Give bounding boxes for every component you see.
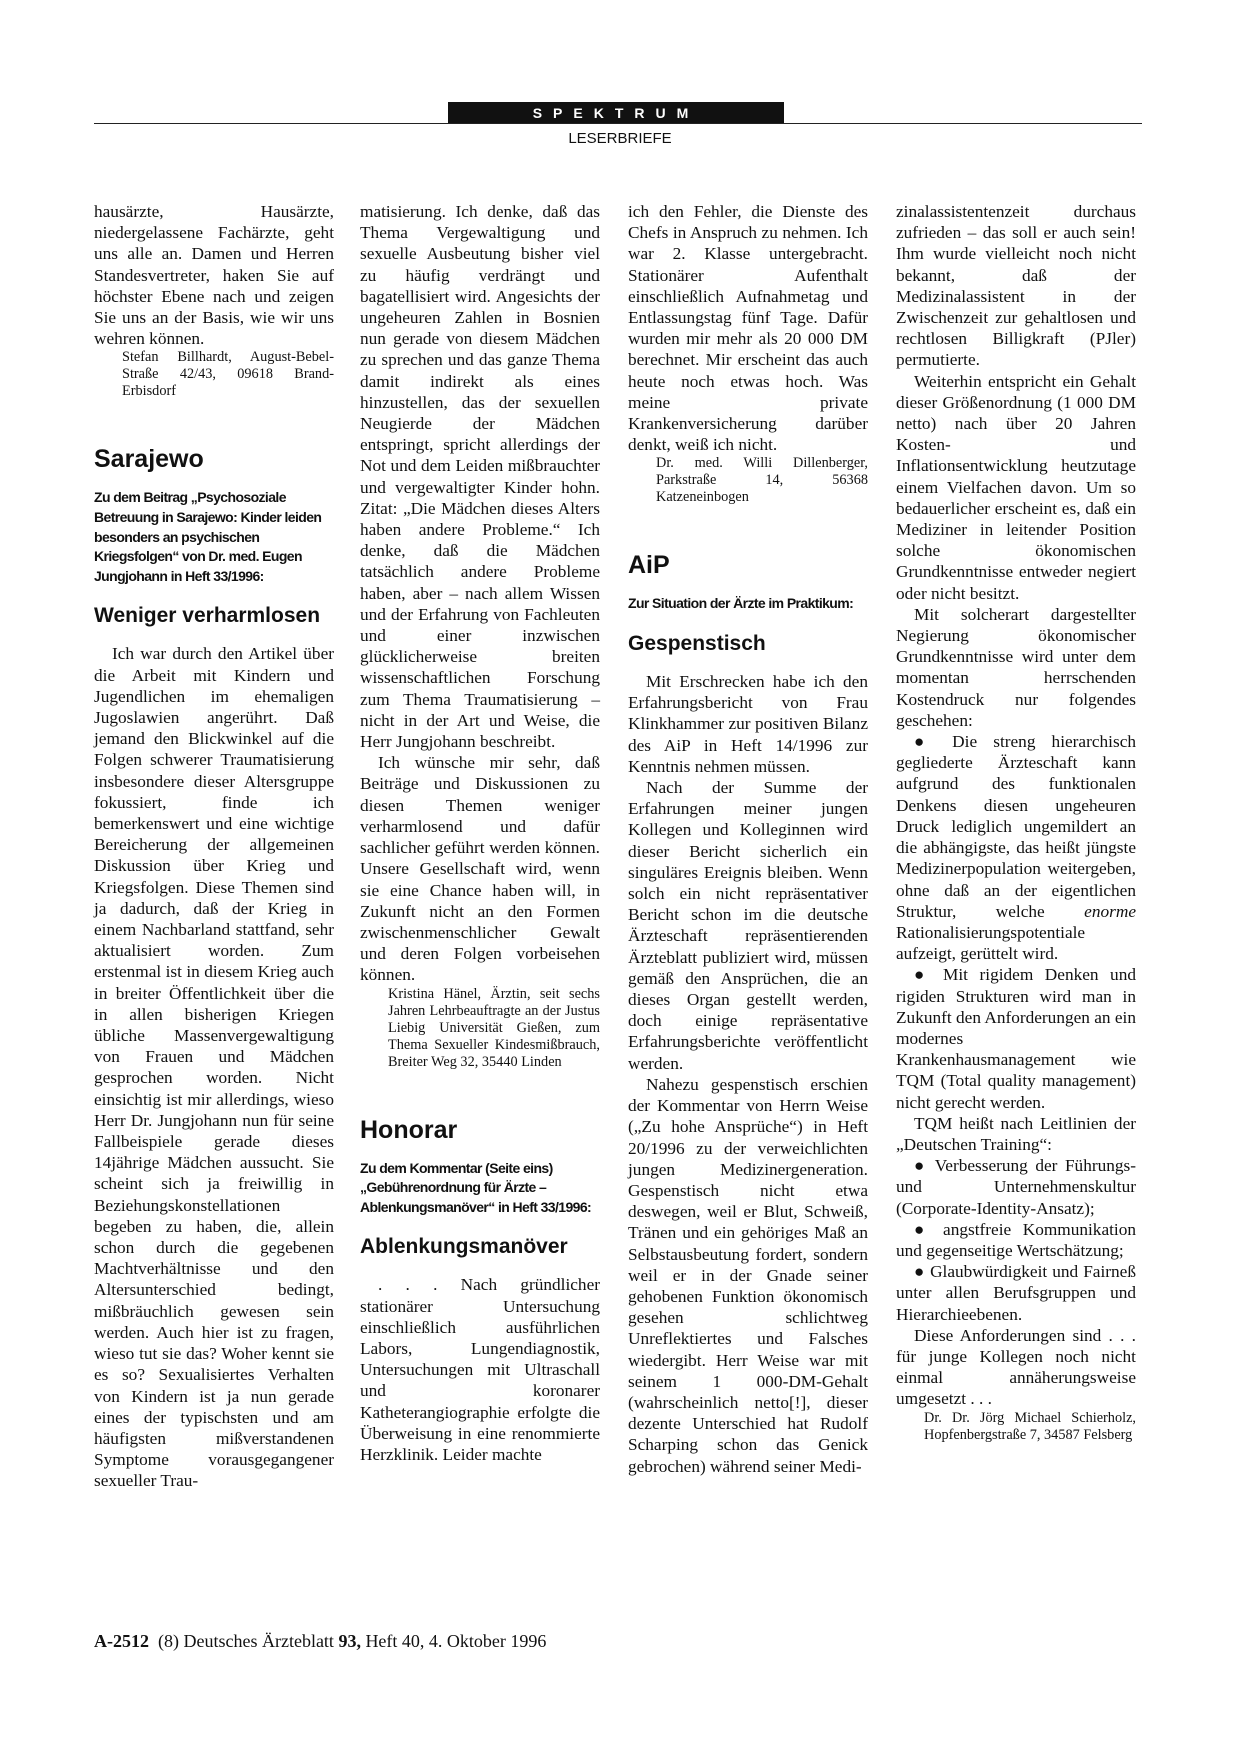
letter-text: matisierung. Ich denke, daß das Thema Vergewaltigung und sexuelle Ausbeutung bisher viel zu häufig verdrängt und bagatellisiert wird. Angesichts der ungeheuren Zahlen in Bosnien nun gerade von diesem Mädchen zu sprechen und das ganze Thema damit indirekt als eines hinzustellen, das der sexuellen Neugierde der Mädchen entspringt, spricht allerdings der Not und dem Leiden mißbrauchter und vergewaltigter Kinder hohn. Zitat: „Die Mädchen dieses Alters haben andere Probleme.“ Ich denke, daß die Mädchen tatsächlich andere Probleme haben, aber – nach allem Wissen und der Erfahrung von Fachleuten und einer inzwischen glücklicherweise breiten wissenschaftlichen Forschung zum Thema Traumatisierung – nicht in der Art und Weise, die Herr Jungjohann beschreibt. [360,202,600,752]
letter-text: Nach der Summe der Erfahrungen meiner jungen Kollegen und Kolleginnen wird dieser Bericht sicherlich ein singuläres Ereignis bleiben. Wenn solch ein nicht repräsentativer Bericht schon im die deutsche Ärzteschaft repräsentierenden Ärzteblatt publiziert wird, müssen gemäß den Ansprüchen, die an dieses Organ gestellt werden, doch einige repräsentative Erfahrungsberichte veröffentlicht werden. [628,778,868,1073]
rubric-heading: Honorar [360,1115,458,1144]
letter-text: Ich wünsche mir sehr, daß Beiträge und Diskussionen zu diesen Themen weniger verharmlosend und dafür sachlicher geführt werden können. Unsere Gesellschaft wird, wenn sie eine Chance haben will, in Zukunft nicht an den Formen zwischenmenschlicher Gewalt und deren Folgen vorbeisehen können. [360,753,600,985]
black-circle-bullet-icon: ● [914,1156,928,1176]
letter-text: Nahezu gespenstisch erschien der Kommentar von Herrn Weise („Zu hohe Ansprüche“) in Heft 20/1996 zu der verweichlichten jungen Medizinergeneration. Gespenstisch nicht etwa deswegen, weil er Blut, Schweiß, Tränen und ein gehöriges Maß an Selbstausbeutung fordert, sondern weil er in der Gnade seiner gehobenen Funktion ökonomisch gesehen schlichtweg Unreflektiertes und Falsches wiedergibt. Herr Weise war mit seinem 1 000-DM-Gehalt (wahrscheinlich netto[!], dieser dezente Unterschied hat Rudolf Scharping schon das Genick gebrochen) während seiner Medi- [628,1074,868,1476]
letter-intro: Zu dem Beitrag „Psychosoziale Betreuung in Sarajewo: Kinder leiden besonders an psychischen Kriegsfolgen“ von Dr. med. Eugen Jungjohann in Heft 33/1996: [94,489,322,584]
section-masthead: SPEKTRUM [448,102,784,124]
letter-headline: Weniger verharmlosen [94,604,321,628]
page-number: A-2512 [94,1631,149,1651]
column-2 [360,201,600,1465]
letter-signature: Dr. Dr. Jörg Michael Schierholz, Hopfenbergstraße 7, 34587 Felsberg [924,1409,1136,1443]
rubric-heading: Sarajewo [94,445,204,474]
letter-text: Weiterhin entspricht ein Gehalt dieser Größenordnung (1 000 DM netto) nach über 20 Jahren Kosten- und Inflationsentwicklung heutzutage einem Vielfachen davon. Um so bedauerlicher erscheint es, daß ein Mediziner in leitender Position solche ökonomischen Grundkenntnisse entweder negiert oder nicht besitzt. [896,371,1136,603]
journal-name: (8) Deutsches Ärzteblatt [158,1631,339,1651]
letter-text: zinalassistentenzeit durchaus zufrieden – das soll er auch sein! Ihm wurde vielleicht noch nicht bekannt, daß der Medizinalassistent in der Zwischenzeit zur gehaltlosen und rechtlosen Billigkraft (PJler) permutierte. [896,202,1136,370]
letter-headline: Ablenkungsmanöver [360,1235,568,1259]
column-3 [628,201,868,1477]
black-circle-bullet-icon: ● [914,965,932,985]
column-4 [896,201,1136,1444]
volume-number: 93, [338,1631,361,1651]
letter-intro: Zur Situation der Ärzte im Praktikum: [628,595,854,612]
black-circle-bullet-icon: ● [914,732,937,752]
letter-text: ich den Fehler, die Dienste des Chefs in Anspruch zu nehmen. Ich war 2. Klasse untergebracht. Stationärer Aufenthalt einschließlich Aufnahmetag und Entlassungstag fünf Tage. Dafür wurden mir mehr als 20 000 DM berechnet. Mir erscheint das auch heute noch etwas hoch. Was meine private Krankenversicherung darüber denkt, weiß ich nicht. [628,202,868,455]
header-rule [94,123,1142,124]
letter-text: . . . Nach gründlicher stationärer Untersuchung einschließlich ausführlichen Labors, Lungendiagnostik, Untersuchungen mit Ultraschall und koronarer Katheterangiographie erfolgte die Überweisung in eine renommierte Herzklinik. Leider machte [360,1275,600,1464]
section-subtitle: LESERBRIEFE [568,130,672,147]
letter-text: hausärzte, Hausärzte, niedergelassene Fachärzte, geht uns alle an. Damen und Herren Standesvertreter, haken Sie auf höchster Ebene nach und zeigen Sie uns an der Basis, wie wir uns wehren können. [94,202,334,349]
rubric-heading: AiP [628,551,670,580]
letter-signature: Dr. med. Willi Dillenberger, Parkstraße 14, 56368 Katzeneinbogen [656,455,868,506]
page-footer [94,1630,546,1652]
letter-text: Ich war durch den Artikel über die Arbeit mit Kindern und Jugendlichen im ehemaligen Jugoslawien angerührt. Daß jemand den Blickwinkel auf die Folgen schwerer Traumatisierung insbesondere dieser Altersgruppe fokussiert, finde ich bemerkenswert und eine wichtige Bereicherung der allgemeinen Diskussion über Krieg und Kriegsfolgen. Diese Themen sind ja dadurch, daß der Krieg in einem Nachbarland stattfand, sehr aktualisiert worden. Zum erstenmal ist in diesem Krieg auch in breiter Öffentlichkeit über die in allen bisherigen Kriegen übliche Massenvergewaltigung von Frauen und Mädchen gesprochen worden. Nicht einsichtig ist mir allerdings, wieso Herr Dr. Jungjohann nun für seine Fallbeispiele gerade dieses 14jährige Mädchen aussucht. Sie scheint sich ja freiwillig in Beziehungskonstellationen begeben zu haben, die, allein schon durch die gegebenen Machtverhältnisse und den Altersunterschied bedingt, mißbräuchlich gewesen sein werden. Auch hier ist zu fragen, wieso tut sie das? Woher kennt sie es so? Sexualisiertes Verhalten von Kindern ist ja nun gerade eines der typischsten und am häufigsten mißverstandenen Symptome vorausgegangener sexueller Trau- [94,644,334,1491]
black-circle-bullet-icon: ● [914,1219,932,1239]
bullet-item: ● Verbesserung der Führungs- und Unternehmenskultur (Corporate-Identity-Ansatz); [896,1156,1136,1218]
bullet-item: ● Glaubwürdigkeit und Fairneß unter allen Berufsgruppen und Hierarchieebenen. [896,1262,1136,1324]
letter-text: Diese Anforderungen sind . . . für junge Kollegen noch nicht einmal annäherungsweise umgesetzt . . . [896,1325,1136,1409]
bullet-item: ● Mit rigidem Denken und rigiden Strukturen wird man in Zukunft den Anforderungen an ein modernes Krankenhausmanagement wie TQM (Total quality management) nicht gerecht werden. [896,965,1136,1112]
letter-signature: Kristina Hänel, Ärztin, seit sechs Jahren Lehrbeauftragte an der Justus Liebig Universität Gießen, zum Thema Sexueller Kindesmißbrauch, Breiter Weg 32, 35440 Linden [388,985,600,1070]
letter-headline: Gespenstisch [628,632,766,656]
letter-text: Mit solcherart dargestellter Negierung ökonomischer Grundkenntnisse wird unter dem momentan herrschenden Kostendruck nur folgendes geschehen: [896,604,1136,730]
issue-date: Heft 40, 4. Oktober 1996 [360,1631,547,1651]
letter-text: Mit Erschrecken habe ich den Erfahrungsbericht von Frau Klinkhammer zur positiven Bilanz des AiP in Heft 14/1996 zur Kenntnis nehmen müssen. [628,672,868,776]
bullet-item: ● angstfreie Kommunikation und gegenseitige Wertschätzung; [896,1219,1136,1260]
black-circle-bullet-icon: ● [914,1262,925,1282]
letter-text: TQM heißt nach Leitlinien der „Deutschen Training“: [896,1113,1136,1154]
letter-signature: Stefan Billhardt, August-Bebel-Straße 42/43, 09618 Brand-Erbisdorf [122,349,334,400]
bullet-item: ● Die streng hierarchisch gegliederte Ärzteschaft kann aufgrund des funktionalen Denkens diesen ungeheuren Druck lediglich ungemildert an die abhängigste, das heißt jüngste Medizinerpopulation weitergeben, ohne daß an der eigentlichen Struktur, welche enorme Rationalisierungspotentiale aufzeigt, gerüttelt wird. [896,732,1136,964]
column-1 [94,201,334,1492]
letter-intro: Zu dem Kommentar (Seite eins) „Gebührenordnung für Ärzte – Ablenkungsmanöver“ in Heft 33/1996: [360,1159,592,1215]
